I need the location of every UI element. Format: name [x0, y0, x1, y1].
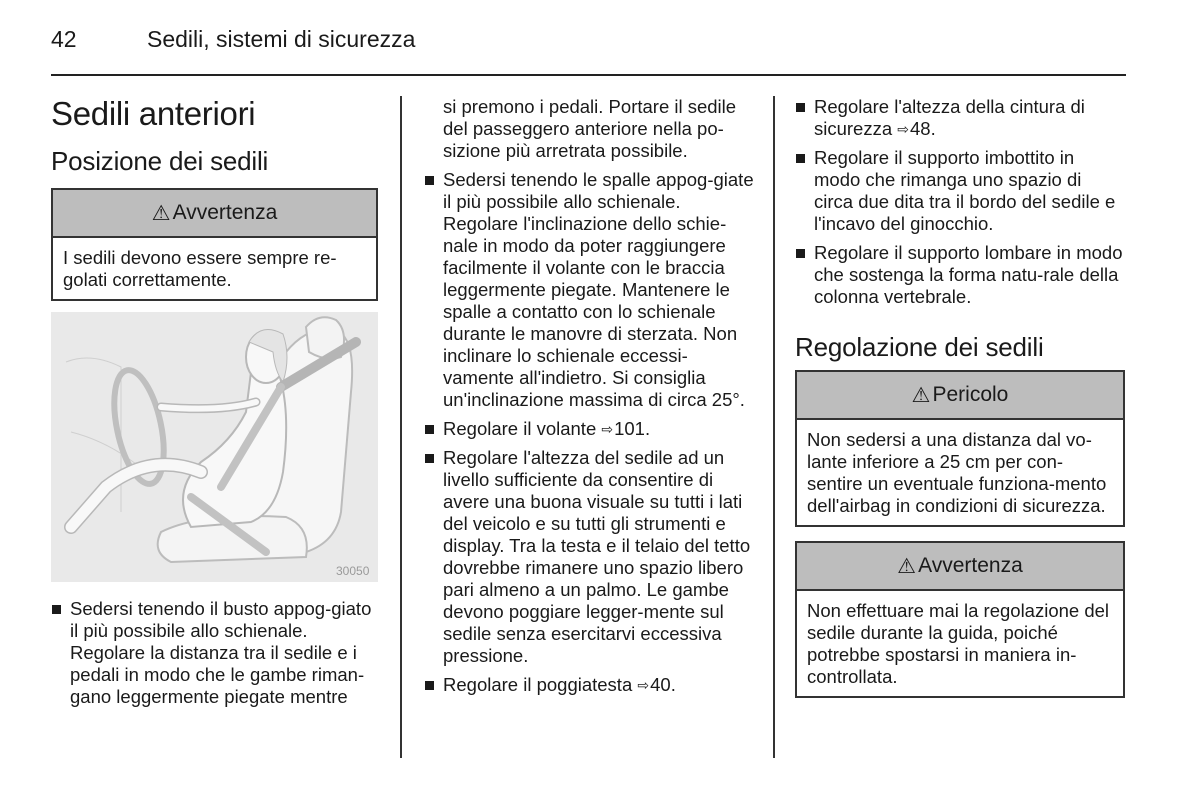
warning-body: I sedili devono essere sempre re-golati correttamente.	[63, 247, 337, 290]
warning-body: Non effettuare mai la regolazione del sedile durante la guida, poiché potrebbe spostarsi in maniera in-controllata.	[807, 600, 1110, 687]
square-bullet-icon	[52, 605, 61, 614]
page-reference[interactable]: 40.	[650, 674, 676, 695]
column-1-bullets	[51, 598, 378, 715]
warning-heading: Avvertenza	[172, 201, 278, 224]
subsection-title: Posizione dei sedili	[51, 146, 269, 176]
warning-box	[51, 188, 378, 301]
list-item: Regolare il volante ⇨101.	[424, 418, 754, 440]
list-item: Sedersi tenendo il busto appog-giato il più possibile allo schienale. Regolare la distanza tra il sedile e i pedali in modo che le gambe riman-gano leggermente piegate mentre	[51, 598, 378, 708]
section-title: Sedili anteriori	[51, 95, 256, 132]
seat-position-illustration	[51, 312, 378, 582]
danger-heading: Pericolo	[932, 383, 1009, 406]
list-item: Sedersi tenendo le spalle appog-giate il più possibile allo schienale. Regolare l'inclinazione dello schie-nale in modo da poter raggiungere facilmente il volante con le braccia leggermente piegate. Mantenere le spalle a contatto con lo schienale durante le manovre di sterzata. Non inclinare lo schienale eccessi-vamente all'indietro. Si consiglia un'inclinazione massima di circa 25°.	[424, 169, 754, 411]
warning-triangle-icon: ⚠	[151, 201, 171, 225]
square-bullet-icon	[425, 454, 434, 463]
page-number: 42	[51, 26, 77, 52]
image-code: 30050	[336, 564, 370, 578]
subsection-title: Regolazione dei sedili	[795, 332, 1044, 362]
square-bullet-icon	[425, 681, 434, 690]
page-reference-arrow-icon: ⇨	[897, 121, 910, 137]
warning-box-header	[797, 543, 1123, 591]
page-reference-arrow-icon: ⇨	[637, 677, 650, 693]
danger-box	[795, 370, 1125, 527]
square-bullet-icon	[796, 249, 805, 258]
square-bullet-icon	[796, 154, 805, 163]
warning-triangle-icon: ⚠	[897, 554, 917, 578]
running-title: Sedili, sistemi di sicurezza	[147, 26, 416, 52]
continuation-text: si premono i pedali. Portare il sedile del passeggero anteriore nella po-sizione più arretrata possibile.	[443, 96, 737, 161]
column-2	[424, 96, 754, 703]
list-item: Regolare il supporto lombare in modo che sostenga la forma natu-rale della colonna vertebrale.	[795, 242, 1125, 308]
square-bullet-icon	[425, 425, 434, 434]
list-item: Regolare il poggiatesta ⇨40.	[424, 674, 754, 696]
page-reference-arrow-icon: ⇨	[601, 421, 614, 437]
column-divider	[773, 96, 775, 758]
list-item: Regolare il supporto imbottito in modo che rimanga uno spazio di circa due dita tra il bordo del sedile e l'incavo del ginocchio.	[795, 147, 1125, 235]
warning-box	[795, 541, 1125, 698]
header-rule	[51, 74, 1126, 76]
page-reference[interactable]: 48.	[910, 118, 936, 139]
danger-body: Non sedersi a una distanza dal vo-lante inferiore a 25 cm per con-sentire un eventuale funziona-mento dell'airbag in condizioni di sicurezza.	[807, 429, 1107, 516]
list-item: Regolare l'altezza del sedile ad un livello sufficiente da consentire di avere una buona visuale su tutti i lati del veicolo e su tutti gli strumenti e display. Tra la testa e il telaio del tetto dovrebbe rimanere uno spazio libero pari almeno a un palmo. Le gambe devono poggiare legger-mente sul sedile senza esercitarvi eccessiva pressione.	[424, 447, 754, 667]
list-item: Regolare l'altezza della cintura di sicurezza ⇨48.	[795, 96, 1125, 140]
column-divider	[400, 96, 402, 758]
square-bullet-icon	[425, 176, 434, 185]
warning-triangle-icon: ⚠	[911, 383, 931, 407]
column-3	[795, 96, 1125, 698]
danger-box-header	[797, 372, 1123, 420]
square-bullet-icon	[796, 103, 805, 112]
column-1	[51, 96, 378, 301]
warning-box-header	[53, 190, 376, 238]
page-reference[interactable]: 101.	[614, 418, 651, 439]
warning-heading: Avvertenza	[918, 554, 1023, 577]
